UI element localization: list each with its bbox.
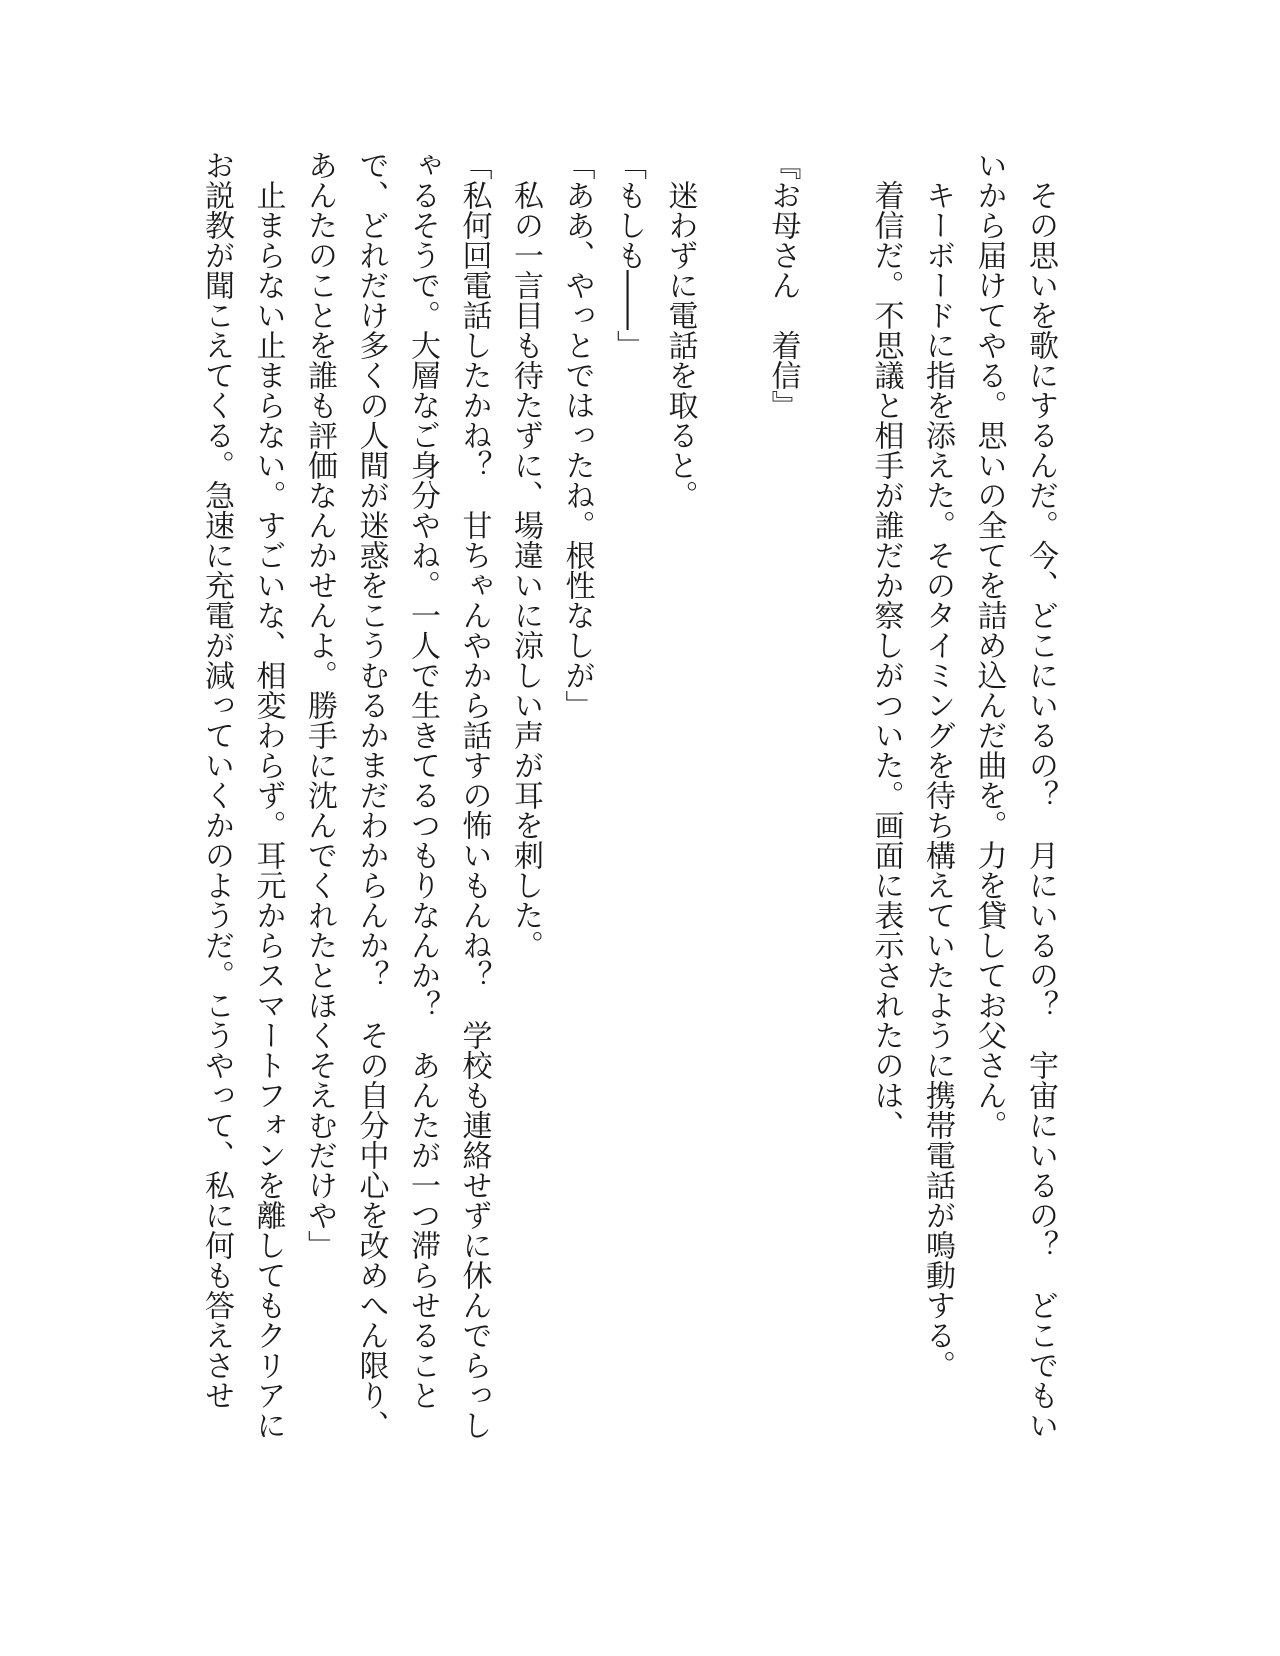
dialogue-line: 「もしも――」 [611,150,646,360]
text-line: 着信だ。不思議と相手が誰だか察しがついた。画面に表示されたのは、 [868,150,904,1140]
text-line: 私の一言目も待たずに、場違いに涼しい声が耳を刺した。 [508,150,543,960]
incoming-call-display: 『お母さん 着信』 [765,150,801,420]
blank-line [809,150,861,1450]
dialogue-line: ゃるそうで。大層なご身分やね。一人で生きてるつもりなんか？ あんたが一つ滞らせること [405,150,440,1410]
dialogue-line: あんたのことを誰も評価なんかせんよ。勝手に沈んでくれたとほくそえむだけや」 [302,150,337,1260]
dialogue-line: で、どれだけ多くの人間が迷惑をこうむるかまだわからんか？ その自分中心を改めへん限り、 [353,150,389,1440]
text-line: キーボードに指を添えた。そのタイミングを待ち構えていたように携帯電話が鳴動する。 [920,150,955,1380]
blank-line [706,150,758,1450]
text-line: 迷わずに電話を取ると。 [662,150,698,510]
dialogue-line: 「ああ、やっとではったね。根性なしが」 [559,150,595,720]
dialogue-line: 「私何回電話したかね？ 甘ちゃんやから話すの怖いもんね？ 学校も連絡せずに休んでらっし [456,150,492,1440]
vertical-text-page [190,150,1066,1450]
text-line: その思いを歌にするんだ。今、どこにいるの？ 月にいるの？ 宇宙にいるの？ どこでもい [1023,150,1058,1440]
text-line: お説教が聞こえてくる。急速に充電が減っていくかのようだ。こうやって、私に何も答えさせ [199,150,234,1410]
text-line: 止まらない止まらない。すごいな、相変わらず。耳元からスマートフォンを離してもクリアに [250,150,286,1440]
text-line: いから届けてやる。思いの全てを詰め込んだ曲を。力を貸してお父さん。 [971,150,1007,1140]
